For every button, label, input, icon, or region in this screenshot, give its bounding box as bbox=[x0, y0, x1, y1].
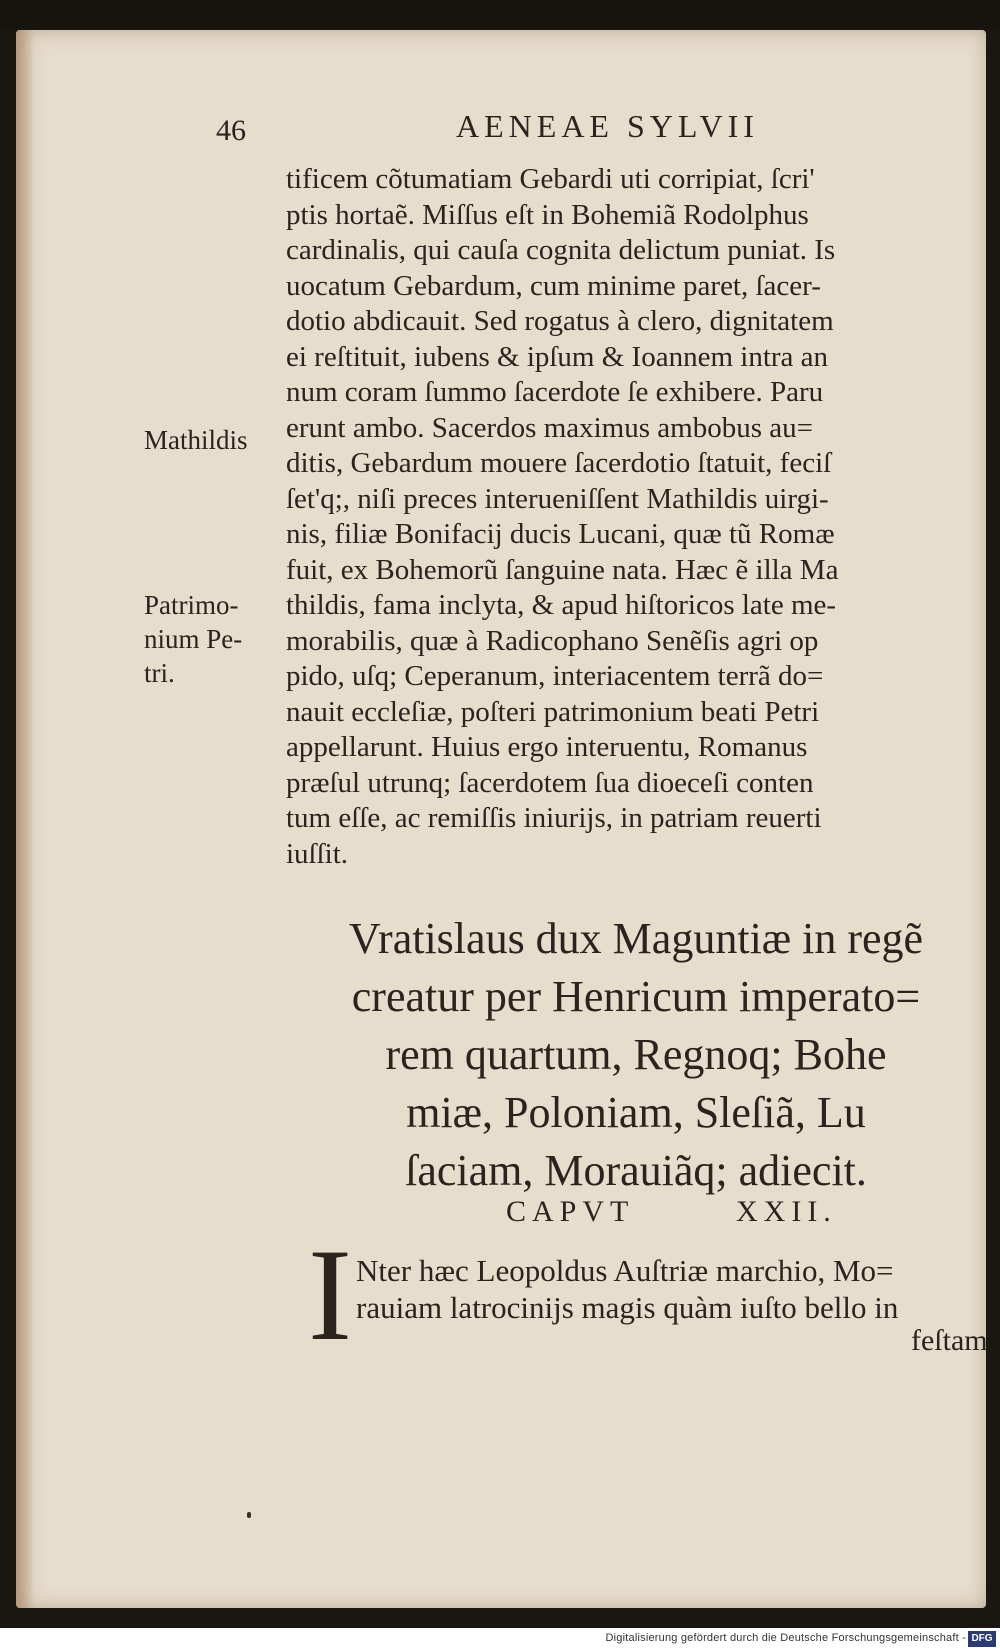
margin-note-mathildis bbox=[144, 423, 248, 457]
text-line: ditis, Gebardum mouere ſacerdotio ſtatuit, feciſ bbox=[286, 447, 832, 479]
text-line: fuit, ex Bohemorũ ſanguine nata. Hæc ẽ illa Ma bbox=[286, 553, 839, 586]
margin-note-patrimonium bbox=[144, 588, 242, 690]
text-line: appellarunt. Huius ergo interuentu, Romanus bbox=[286, 731, 808, 763]
chapter-heading-line: creatur per Henricum imperato= bbox=[351, 972, 921, 1021]
text-line: pido, uſq; Ceperanum, interiacentem terrã do= bbox=[286, 660, 824, 692]
drop-cap-initial: I bbox=[308, 1221, 352, 1368]
text-line: uocatum Gebardum, cum minime paret, ſacer- bbox=[286, 269, 821, 302]
chapter-heading-line: rem quartum, Regnoq; Bohe bbox=[385, 1030, 887, 1079]
page-number: 46 bbox=[216, 114, 246, 147]
chapter-heading-line: ſaciam, Morauiãq; adiecit. bbox=[405, 1146, 867, 1195]
margin-note-text: tri. bbox=[144, 658, 175, 688]
dfg-logo: DFG bbox=[968, 1631, 996, 1647]
body-text bbox=[286, 162, 1000, 872]
margin-note-text: Mathildis bbox=[144, 425, 248, 455]
text-line: præſul utrunq; ſacerdotem ſua dioeceſi conten bbox=[286, 766, 814, 799]
text-line: erunt ambo. Sacerdos maximus ambobus au= bbox=[286, 411, 813, 444]
text-line: ptis hortaẽ. Miſſus eſt in Bohemiã Rodolphus bbox=[286, 198, 809, 231]
text-line: nis, filiæ Bonifacij ducis Lucani, quæ tũ Romæ bbox=[286, 518, 835, 550]
text-line: ei reſtituit, iubens & ipſum & Ioannem intra an bbox=[286, 340, 829, 373]
chapter-heading-line: Vratislaus dux Maguntiæ in regẽ bbox=[348, 914, 924, 963]
book-page bbox=[16, 30, 986, 1608]
caput-number: XXII. bbox=[736, 1195, 837, 1228]
chapter-heading-line: miæ, Poloniam, Sleſiã, Lu bbox=[406, 1088, 866, 1137]
text-line: morabilis, quæ à Radicophano Senẽſis agri op bbox=[286, 624, 819, 657]
running-title: AENEAE SYLVII bbox=[456, 108, 759, 144]
margin-note-text: Patrimo- bbox=[144, 590, 239, 620]
text-line: num coram ſummo ſacerdote ſe exhibere. Paru bbox=[286, 376, 824, 408]
catchword: feſtam bbox=[911, 1324, 988, 1357]
scan-top-border bbox=[0, 0, 1000, 28]
caput-label: CAPVT bbox=[506, 1195, 635, 1228]
footer-bar bbox=[0, 1628, 1000, 1651]
chapter-heading bbox=[276, 910, 996, 1200]
text-line: rauiam latrocinijs magis quàm iuſto bello in bbox=[356, 1290, 899, 1325]
ink-speck bbox=[247, 1512, 251, 1518]
text-line: dotio abdicauit. Sed rogatus à clero, dignitatem bbox=[286, 305, 834, 337]
text-line: Nter hæc Leopoldus Auſtriæ marchio, Mo= bbox=[356, 1253, 894, 1288]
funding-credit: Digitalisierung gefördert durch die Deutsche Forschungsgemeinschaft - bbox=[605, 1632, 966, 1644]
text-line: tum eſſe, ac remiſſis iniurijs, in patriam reuerti bbox=[286, 802, 822, 834]
margin-note-text: nium Pe- bbox=[144, 624, 243, 654]
page-gutter-shadow bbox=[16, 30, 34, 1608]
text-line: thildis, fama inclyta, & apud hiſtoricos late me- bbox=[286, 589, 837, 621]
text-line: cardinalis, qui cauſa cognita delictum puniat. Is bbox=[286, 234, 836, 266]
text-line: tificem cõtumatiam Gebardi uti corripiat, ſcri' bbox=[286, 163, 815, 195]
text-line: ſet'q;, niſi preces interueniſſent Mathildis uirgi- bbox=[286, 482, 829, 515]
text-line: nauit eccleſiæ, poſteri patrimonium beati Petri bbox=[286, 695, 820, 728]
opening-paragraph bbox=[356, 1252, 1000, 1326]
text-line: iuſſit. bbox=[286, 837, 349, 870]
